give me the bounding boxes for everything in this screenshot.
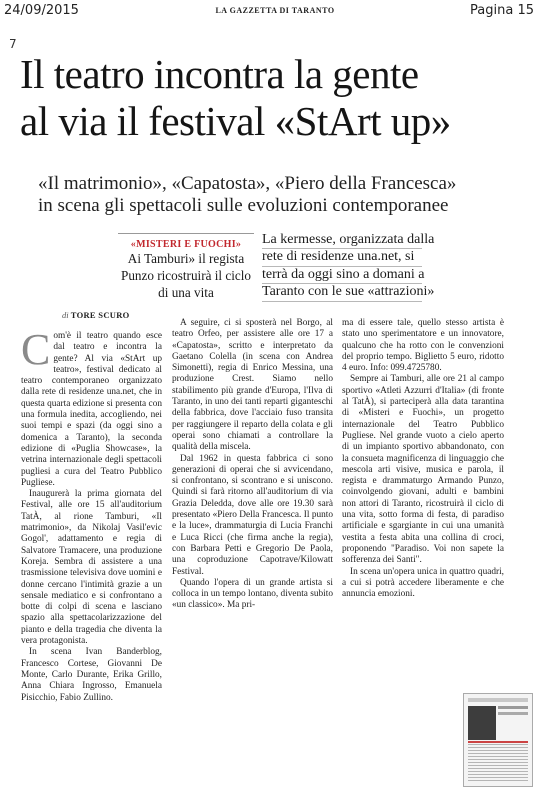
summary-line: La kermesse, organizzata dalla [262,232,422,249]
byline-author: TORE SCURO [70,310,130,320]
sidebar-left-line: Ai Tamburi» il regista [127,251,245,266]
page-number: Pagina 15 [470,3,534,18]
summary-line: terrà da oggi sino a domani a [262,267,422,284]
publication-date: 24/09/2015 [4,3,79,18]
subheadline-line-1: «Il matrimonio», «Capatosta», «Piero della Francesca» [38,173,457,194]
paragraph: Sempre ai Tamburi, alle ore 21 al campo sportivo «Atleti Azzurri d'Italia» (di fronte al TatÀ), si parteciperà alla data tarantina di «Misteri e Fuochi», un progetto internazionale del Teatro Pubblico Pugliese. Nel grande vuoto a cielo aperto di un impianto sportivo abbandonato, con la consueta magnificenza di linguaggio che mescola arti visive, musica e parola, il regista e drammaturgo Armando Punzo, coinvolgendo giovani, adulti e bambini non attori di Taranto, ricostruirà il ciclo di una vita, sotto forma di festa, di paradiso artificiale e sgargiante in cui una umanità vestita a festa abita una collina di croci, proponendo "Paradiso. Voi non sapete la sofferenza dei Santi". [342,374,504,566]
article-column-2 [172,318,333,612]
paragraph: Dal 1962 in questa fabbrica ci sono generazioni di operai che si avvicendano, si confrontano, si scontrano e si uniscono. Quindi si farà ritorno all'auditorium di via Grazia Deledda, dove alle ore 19.30 sarà presentato «Piero Della Francesca. Il punto e la luce», drammaturgia di Lucia Franchi e Luca Ricci (che firma anche la regia), con Barbara Petti e Gregorio De Paola, una coproduzione Capotrave/Kilowatt Festival. [172,453,333,577]
paragraph: Quando l'opera di un grande artista si colloca in un tempo lontano, diventa subito «un classico». Ma pri- [172,577,333,611]
page-thumbnail-image [463,693,533,787]
paragraph: ma di essere tale, quello stesso artista è stato uno sperimentatore e un innovatore, qualcuno che ha rotto con le convenzioni del proprio tempo. Biglietto 5 euro, ridotto 4 euro. Info: 099.4725780. [342,318,504,374]
newspaper-masthead: LA GAZZETTA DI TARANTO [215,6,335,15]
headline-line-1: Il teatro incontra la gente [20,51,419,97]
byline [62,310,130,320]
byline-prefix: di [62,310,69,320]
paragraph: A seguire, ci si sposterà nel Borgo, al teatro Orfeo, per assistere alle ore 17 a «Capatosta», scritto e interpretato da Gaetano Colella (in scena con Andrea Simonetti), regia di Enrico Messina, una produzione Crest. Siamo nello stabilimento più grande d'Europa, l'Ilva di Taranto, in uno dei tanti reparti giganteschi della fabbrica, dove l'acciaio fuso transita per raggiungere il reparto della colata e gli operai sono chiamati a controllare la qualità della miscela. [172,318,333,453]
article-column-3 [342,318,504,600]
section-page-mark: 7 [9,37,17,51]
subheadline-line-2: in scena gli spettacoli sulle evoluzioni contemporanee [38,195,449,216]
sidebar-left-line: Punzo ricostruirà il ciclo [120,268,251,283]
drop-cap: C [21,325,51,374]
article-column-1 [21,325,162,704]
sidebar-left-line: di una vita [158,285,214,300]
sidebar-summary-right [262,232,435,302]
paragraph: In scena un'opera unica in quattro quadri, a cui si potrà accedere liberamente e che annuncia emozioni. [342,566,504,600]
headline-line-2: al via il festival «StArt up» [20,98,451,144]
summary-line: rete di residenze una.net, si [262,249,422,266]
sidebar-tag: «MISTERI E FUOCHI» [130,239,242,250]
paragraph: Com'è il teatro quando esce dal teatro e incontra la gente? Al via «StArt up teatro», festival dedicato al teatro contemporaneo organizzato dalla rete di residenze una.net, che in questa quarta edizione si presenta con una formula inedita, accogliendo, nei suoi tempi e spazi (da oggi sino a domenica a Taranto), la seconda edizione di «Puglia Showcase», la vetrina internazionale degli spettacoli pugliesi a cura del Teatro Pubblico Pugliese. [21,325,162,488]
paragraph: In scena Ivan Banderblog, Francesco Cortese, Giovanni De Monte, Carlo Durante, Erika Grillo, Anna Chiara Ingrosso, Emanuela Pisicchio, Fabio Zullino. [21,647,162,703]
sidebar-teaser-left [118,233,254,298]
paragraph: Inaugurerà la prima giornata del Festival, alle ore 15 all'auditorium TatÀ, al rione Tamburi, «Il matrimonio», da Nikolaj Vasil'evic Gogol', adattamento e regia di Salvatore Tramacere, una produzione Koreja. Sembra di assistere a una trasmissione televisiva dove uomini e donne cercano l'intimità grazie a un sensale mediatico e si confrontano a botte di colpi di scena e lasciano spazio alla spettacolarizzazione del pianto e della tragedia che diventa la vera protagonista. [21,489,162,647]
summary-line: Taranto con le sue «attrazioni» [262,284,422,301]
